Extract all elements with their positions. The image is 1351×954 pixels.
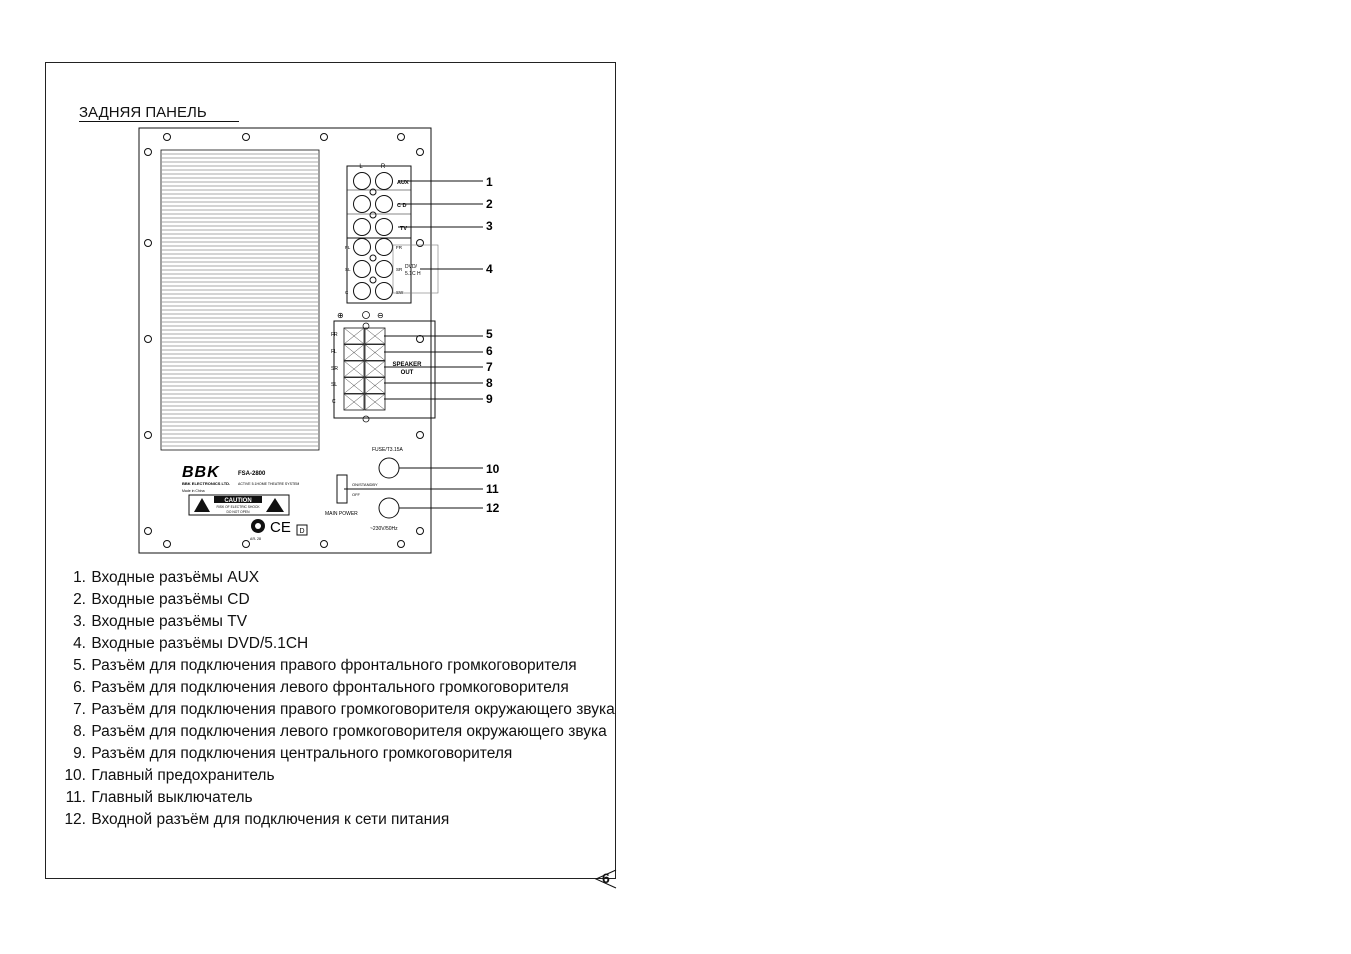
- model-desc-label: ACTIVE 5.1HOME THEATRE SYSTEM: [238, 482, 300, 486]
- dvd-label: DVD/: [405, 264, 417, 270]
- voltage-label: ~230V/50Hz: [370, 526, 398, 532]
- legend-item: 10. Главный предохранитель: [64, 767, 275, 784]
- legend-item: 12. Входной разъём для подключения к сети питания: [64, 811, 450, 828]
- company-label: BBK ELECTRONICS LTD.: [182, 481, 231, 486]
- speaker-fr-label: FR: [331, 332, 338, 338]
- callout-6: 6: [486, 344, 493, 358]
- tv-label: TV: [400, 226, 408, 232]
- heatsink-fins: [162, 154, 318, 446]
- callout-10: 10: [486, 462, 500, 476]
- cd-label: C D: [397, 203, 407, 209]
- made-in-label: Made in China: [182, 489, 205, 493]
- legend-item: 4. Входные разъёмы DVD/5.1CH: [73, 635, 309, 652]
- speaker-label: SPEAKER: [392, 362, 422, 368]
- legend-item: 7. Разъём для подключения правого громкоговорителя окружающего звука: [73, 701, 615, 718]
- caution-line2: DO NOT OPEN: [226, 510, 250, 514]
- ce-mark: CE: [270, 519, 291, 536]
- callout-11: 11: [486, 482, 499, 496]
- class-mark: D: [299, 528, 305, 535]
- section-title: ЗАДНЯЯ ПАНЕЛЬ: [79, 104, 207, 121]
- minus-sign: ⊖: [377, 311, 384, 320]
- out-label: OUT: [400, 370, 414, 376]
- on-standby-label: ON/STANDBY: [352, 482, 378, 487]
- warning-bolt-icon: [194, 498, 210, 512]
- callout-1: 1: [486, 175, 493, 189]
- legend-item: 1. Входные разъёмы AUX: [73, 569, 260, 586]
- legend-item: 6. Разъём для подключения левого фронтального громкоговорителя: [73, 679, 569, 696]
- input-jacks-block: [345, 164, 438, 303]
- legend-item: 2. Входные разъёмы CD: [73, 591, 250, 608]
- plus-sign: ⊕: [337, 311, 344, 320]
- legend-item: 3. Входные разъёмы TV: [73, 613, 248, 630]
- speaker-c-label: C: [332, 399, 336, 405]
- sw-label: SW: [396, 290, 404, 295]
- model-label: FSA-2800: [238, 471, 266, 477]
- legend-item: 5. Разъём для подключения правого фронтального громкоговорителя: [73, 657, 577, 674]
- fr-label: FR: [396, 245, 402, 250]
- legend-item: 8. Разъём для подключения левого громкоговорителя окружающего звука: [73, 723, 607, 740]
- sl-label: SL: [345, 267, 351, 272]
- cert-code: АЯ- 28: [250, 537, 261, 541]
- rca-jacks-dvd51: [354, 239, 393, 300]
- warning-exclamation-icon: [266, 498, 284, 512]
- callout-5: 5: [486, 327, 493, 341]
- c-label: C: [345, 290, 349, 295]
- page-number: 6: [602, 870, 610, 886]
- fuse-label: FUSE/T3.15A: [372, 447, 403, 453]
- callout-7: 7: [486, 360, 493, 374]
- caution-line1: RISK OF ELECTRIC SHOCK: [216, 505, 260, 509]
- callout-numbers: [486, 175, 500, 515]
- main-power-label: MAIN POWER: [325, 511, 358, 517]
- speaker-fl-label: FL: [331, 349, 337, 355]
- off-label: OFF: [352, 492, 360, 497]
- fl-label: FL: [345, 245, 351, 250]
- legend-item: 11. Главный выключатель: [65, 789, 253, 806]
- branding: [182, 464, 307, 541]
- callout-3: 3: [486, 219, 493, 233]
- power-inlet: [379, 498, 399, 518]
- caution-title: CAUTION: [224, 498, 252, 504]
- speaker-terminals: [344, 328, 385, 410]
- rca-jacks-aux-cd-tv: [354, 173, 393, 236]
- legend-item: 9. Разъём для подключения центрального громкоговорителя: [73, 745, 513, 762]
- callout-2: 2: [486, 197, 493, 211]
- input-L-label: L: [359, 164, 363, 170]
- speaker-sr-label: SR: [331, 366, 338, 372]
- callout-9: 9: [486, 392, 493, 406]
- callout-4: 4: [486, 262, 493, 276]
- ch51-label: 5.1C H: [405, 271, 421, 277]
- aux-label: AUX: [397, 180, 409, 186]
- sr-label: SR: [396, 267, 403, 272]
- fuse-holder: [379, 458, 399, 478]
- legend-list: [56, 567, 615, 831]
- callout-8: 8: [486, 376, 493, 390]
- callout-12: 12: [486, 501, 500, 515]
- input-R-label: R: [380, 164, 386, 170]
- brand-logo: BBK: [182, 464, 220, 481]
- heatsink: [161, 150, 319, 450]
- speaker-sl-label: SL: [331, 382, 338, 388]
